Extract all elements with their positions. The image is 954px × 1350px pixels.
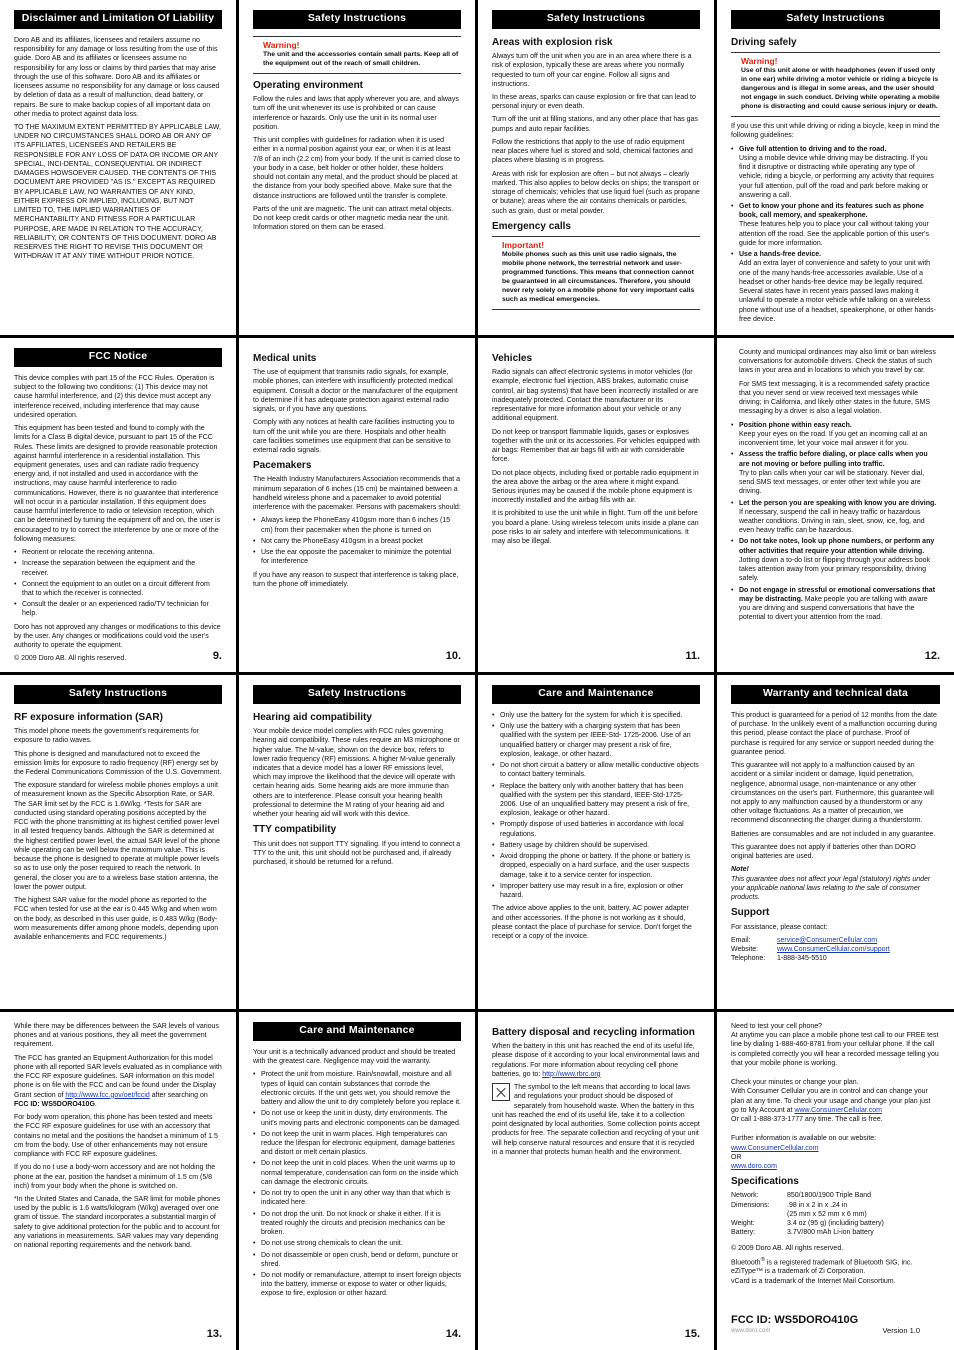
paragraph: The highest SAR value for the model phone as reported to the FCC when tested for use at the ear is 0.445 W/kg and when worn on the body, as described in this user guide, is 0.483 W/kg (Body-worn measurements differ among phone models, depending upon available enhancements and FCC requirements.) <box>14 897 219 941</box>
paragraph: *In the United States and Canada, the SAR limit for mobile phones used by the public is 1.6 watts/kilogram (W/kg) averaged over one gram of tissue. The standard incorporates a substantial margin of safety to give additional protection for the public and to account for any variations in measurements. SAR values may vary depending on national reporting requirements and the network band. <box>14 1195 221 1250</box>
spec-row: Network: 850/1800/1900 Triple Band <box>731 1192 872 1200</box>
warning-box <box>253 36 461 74</box>
list-item: • Get to know your phone and its features such as phone book, call memory, and speakerphone. These features help you to place your call without taking your attention off the road. See the applicable portion of this user's guide for more information. <box>731 202 940 248</box>
paragraph: This product is guaranteed for a period of 12 months from the date of purchase. In the unlikely event of a malfunction occurring during this period, please contact the place of purchase. Proof of purchase is required for any service or support needed during the guarantee period. <box>731 711 937 756</box>
note-text: This guarantee does not affect your legal (statutory) rights under your applicable national laws relating to the sale of consumer products. <box>731 875 931 902</box>
paragraph: This model phone meets the government's requirements for exposure to radio waves. <box>14 728 199 745</box>
list-item: • Not carry the PhoneEasy 410gsm in a breast pocket <box>253 537 461 546</box>
email-link[interactable]: service@ConsumerCellular.com <box>777 936 878 944</box>
website-link[interactable]: www.ConsumerCellular.com/support <box>777 945 890 953</box>
paragraph: The advice above applies to the unit, battery, AC power adapter and other accessories. If the phone is not working as it should, please contact the place of purchase for service. Don't forget the receipt or a copy of the invoice. <box>492 905 692 941</box>
trademark: Bluetooth® is a registered trademark of Bluetooth SIG, inc. <box>731 1256 913 1267</box>
paragraph: The Health Industry Manufacturers Association recommends that a minimum separation of 6 inches (15 cm) be maintained between a handheld wireless phone and a pacemaker to avoid potential interference with the pacemaker. Persons with pacemakers should: <box>253 476 461 512</box>
list-item: • Do not modify or remanufacture, attempt to insert foreign objects into the battery, immerse or expose to water or other liquids, expose to fire, explosion or other hazard. <box>253 1271 461 1299</box>
panel-safety-explosion <box>478 0 714 335</box>
website-link-2[interactable]: www.doro.com <box>731 1163 777 1171</box>
list-item: • Battery usage by children should be supervised. <box>492 841 700 850</box>
warning-text: The unit and the accessories contain small parts. Keep all of the equipment out of the reach of small children. <box>263 51 459 68</box>
paragraph: Check your minutes or change your plan. <box>731 1079 859 1087</box>
heading: TTY compatibility <box>253 824 337 836</box>
paragraph: If you have any reason to suspect that interference is taking place, turn the phone off immediately. <box>253 571 459 588</box>
list-item: • Connect the equipment to an outlet on a circuit different from that to which the receiver is connected. <box>14 580 222 598</box>
bullet-list <box>731 421 940 623</box>
brand-url: www.doro.com <box>731 1328 771 1335</box>
section-title: Disclaimer and Limitation Of Liability <box>14 10 222 29</box>
page-number: 9. <box>212 650 222 663</box>
paragraph: Your unit is a technically advanced product and should be treated with the greatest care. Negligence may void the warranty. <box>253 1048 456 1066</box>
section-title: Safety Instructions <box>253 10 461 29</box>
paragraph: This device complies with part 15 of the FCC Rules. Operation is subject to the following two conditions: (1) This device may not cause harmful interference, and (2) this device must accept any interference received, including interference that may cause undesired operation. <box>14 374 215 419</box>
list-item: • Use a hands-free device. Add an extra layer of convenience and safety to your unit with one of the many hands-free accessories available. Use of a headset or other hands-free device may be legally required. Several states have in recent years passed laws making it unlawful to operate a motor vehicle while talking on a wireless phone without use of a headset, speakerphone, or other hands-free device. <box>731 250 940 324</box>
panel-test-specs <box>717 1012 954 1350</box>
heading: Pacemakers <box>253 460 312 472</box>
trademark: eZiType™ is a trademark of Zi Corporation. <box>731 1268 866 1276</box>
spec-table <box>731 1191 940 1237</box>
spec-row: Battery: 3.7V/800 mAh Li-ion battery <box>731 1229 874 1237</box>
paragraph: With Consumer Cellular you are in control and can change your plan at any time. To check your usage and change your plan just go to My Account at www.ConsumerCellular.com <box>731 1088 931 1114</box>
heading: Battery disposal and recycling information <box>492 1027 695 1038</box>
list-item: • Do not use strong chemicals to clean the unit. <box>253 1239 461 1248</box>
paragraph: TO THE MAXIMUM EXTENT PERMITTED BY APPLICABLE LAW, UNDER NO CIRCUMSTANCES SHALL DORO AB OR ANY OF ITS AFFILIATES, LICENSEES AND RETAILERS BE RESPONSIBLE FOR ANY LOSS OF DATA OR INCOME OR ANY SPECIAL, INCI-DENTAL, CONSEQUENTIAL OR INDIRECT DAMAGES HOWSOEVER CAUSED. THE CONTENTS OF THIS DOCUMENT ARE PROVIDED "AS IS." EXCEPT AS REQUIRED BY APPLICABLE LAW, NO WARRANTIES OF ANY KIND, EITHER EXPRESS OR IMPLIED, INCLUDING, BUT NOT LIMITED TO, THE IMPLIED WARRANTIES OF MERCHANTABILITY AND FITNESS FOR A PARTICULAR PURPOSE, ARE MADE IN RELATION TO THE ACCURACY, RELIABILITY, OR CONTENTS OF THIS DOCUMENT. DORO AB RESERVES THE RIGHT TO REVISE THIS DOCUMENT OR WITHDRAW IT AT ANY TIME WITHOUT PRIOR NOTICE. <box>14 123 221 261</box>
list-item: • Do not try to open the unit in any other way than that which is indicated here. <box>253 1189 461 1207</box>
list-item: • Protect the unit from moisture. Rain/snowfall, moisture and all types of liquid can contain substances that corrode the electronic circuits. If the unit gets wet, you should remove the battery and allow the unit to dry completely before you replace it. <box>253 1070 461 1107</box>
heading: Emergency calls <box>492 220 571 232</box>
paragraph: This guarantee does not apply if batteries other than DORO original batteries are used. <box>731 843 916 861</box>
paragraph: If you do no t use a body-worn accessory and are not holding the phone at the ear, position the handset a minimum of 1.5 cm (5/8 inch) from your body when the phone is switched on. <box>14 1164 216 1190</box>
list-item: • Let the person you are speaking with know you are driving. If necessary, suspend the call in heavy traffic or hazardous weather conditions. Driving in rain, sleet, snow, ice, fog, and even heavy traffic can be hazardous. <box>731 499 940 536</box>
paragraph: At anytime you can place a mobile phone test call to our FREE test line by dialing 1-888-460-8781 from your cellular phone. If the call is completed correctly you will hear a recorded message telling you that your mobile phone is working. <box>731 1032 939 1067</box>
list-item: • Do not take notes, look up phone numbers, or perform any other activities that require your attention while driving. Jotting down a to-do list or flipping through your address book takes attention away from your primary responsibility, driving safely. <box>731 537 940 583</box>
important-text: Mobile phones such as this unit use radio signals, the mobile phone network, the terrestrial network and user-programmed functions. This means that connection cannot be guaranteed in all circumstances. Therefore, you should never rely solely on a mobile phone for very important calls such as medical emergencies. <box>502 251 695 304</box>
spec-row: (25 mm x 52 mm x 6 mm) <box>787 1210 867 1218</box>
heading: Medical units <box>253 353 317 364</box>
warning-label: Warning! <box>263 39 300 50</box>
bullet-list <box>731 145 940 324</box>
section-title: Care and Maintenance <box>253 1022 461 1041</box>
list-item: • Do not drop the unit. Do not knock or shake it either. If it is treated roughly the circuits and precision mechanics can be broken. <box>253 1210 461 1238</box>
list-item: • Give full attention to driving and to the road. Using a mobile device while driving may be distracting. If you find it disruptive or distracting while operating any type of vehicle, riding a bicycle, or performing any activity that requires your full attention, pull off the road and park before making or answering a call. <box>731 145 940 200</box>
panel-sar-continued <box>0 1012 236 1350</box>
paragraph: This guarantee will not apply to a malfunction caused by an accident or a similar incident or damage, liquid penetration, negligence, abnormal usage, non-maintenance or any other circumstances on the user's part. Furthermore, this guarantee will not apply to any malfunction caused by a thunderstorm or any other voltage fluctuations. As a matter of precaution, we recommend disconnecting the charger during a thunderstorm. <box>731 762 934 825</box>
paragraph: The symbol to the left means that according to local laws and regulations your product should be disposed of separately from household waste. When the battery in this unit has reached the end of its useful life, take it to a collection point designated by local authorities. Some collection points accept products for free. The separate collection and recycling of your unit will help conserve natural resources and ensure that it is recycled in a manner that protects human health and the environment. <box>492 1084 700 1156</box>
panel-vehicles <box>478 338 714 672</box>
rbrc-link[interactable]: http://www.rbrc.org <box>542 1070 601 1078</box>
paragraph: This phone is designed and manufactured not to exceed the emission limits for exposure to radio frequency (RF) energy set by the Federal Communications Commission of the U.S. Government. <box>14 750 222 776</box>
paragraph: Comply with any notices at health care facilities instructing you to turn off the unit while you are there. Hospitals and other health care facilities sometimes use equipment that can be sensitive to external radio signals. <box>253 419 455 455</box>
paragraph: The FCC has granted an Equipment Authorization for this model phone with all reported SAR levels evaluated as in compliance with the FCC RF exposure guidelines. SAR information on this model phone is on file with the FCC and can be found under the Display Grant section of http://www.fcc.gov/oet/fccid after searching on FCC ID: WS5DORO410G. <box>14 1054 222 1108</box>
panel-safety-driving <box>717 0 954 335</box>
section-title: Safety Instructions <box>253 685 461 704</box>
paragraph: Turn off the unit at filling stations, and any other place that has gas pumps and auto repair facilities. <box>492 116 698 133</box>
paragraph: Follow the restrictions that apply to the use of radio equipment near places where fuel is stored and sold, chemical factories and places where blasting is in progress. <box>492 138 693 165</box>
paragraph: Batteries are consumables and are not included in any guarantee. <box>731 830 936 838</box>
panel-hearing-aid <box>239 675 475 1009</box>
contact-row: Email: service@ConsumerCellular.com <box>731 936 878 944</box>
paragraph: Do not keep or transport flammable liquids, gases or explosives together with the unit or its accessories. For vehicles equipped with air bags: Remember that air bags fill with air with considerable force. <box>492 428 700 464</box>
paragraph: For body worn operation, this phone has been tested and meets the FCC RF exposure guidelines for use with an accessory that contains no metal and the positions the handset a minimum of 1.5 cm from the body. Use of other enhancements may not ensure compliance with FCC RF exposure guidelines. <box>14 1114 218 1159</box>
panel-disclaimer <box>0 0 236 335</box>
paragraph: Need to test your cell phone? <box>731 1023 823 1030</box>
page-number: 14. <box>445 1328 461 1341</box>
list-item: • Do not keep the unit in cold places. When the unit warms up to normal temperature, condensation can form on the inside which can damage the electronic circuits. <box>253 1159 461 1187</box>
panel-rf-exposure <box>0 675 236 1009</box>
list-item: • Do not keep the unit in warm places. High temperatures can reduce the lifespan for electronic equipment, damage batteries and distort or melt certain plastics. <box>253 1130 461 1158</box>
paragraph: Do not place objects, including fixed or portable radio equipment in the area above the airbag or the area where it might expand. Serious injuries may be caused if the mobile phone equipment is incorrectly installed and the airbag fills with air. <box>492 469 699 505</box>
account-link[interactable]: www.ConsumerCellular.com <box>794 1106 882 1114</box>
trademark: vCard is a trademark of the Internet Mail Consortium. <box>731 1277 896 1285</box>
paragraph: For SMS text messaging, it is a recommended safety practice that you never send or view received text messages while driving; in California, and likely other states in the future, SMS messaging by a driver is also a legal violation. <box>739 380 931 416</box>
list-item: • Assess the traffic before dialing, or place calls when you are not moving or before pulling into traffic. Try to plan calls when your car will be stationary. Never dial, send SMS text messages, or enter other text while you are driving. <box>731 450 940 496</box>
telephone: 1-888-345-5510 <box>777 955 827 963</box>
paragraph: It is prohibited to use the unit while in flight. Turn off the unit before you board a plane. Using wireless telecom units inside a plane can pose risks to air safety and interfere with telecommunications. It may also be illegal. <box>492 510 699 546</box>
version: Version 1.0 <box>882 1326 920 1336</box>
panel-warranty <box>717 675 954 1009</box>
paragraph: This unit complies with guidelines for radiation when it is used either in a normal position against your ear, or when it is at least 7/8 of an inch (2.2 cm) from your body. If the unit is carried close to your body in a case, belt holder or other holder, these holders should not contain any metal, and the product should be placed at the distance from your body specified above. Make sure that the distance instructions are followed until the transfer is complete. <box>253 137 460 200</box>
list-item: • Improper battery use may result in a fire, explosion or other hazard. <box>492 882 700 900</box>
spec-row: Dimensions: .98 in x 2 in x .24 in <box>731 1201 848 1209</box>
or-text: OR <box>731 1153 742 1161</box>
panel-safety-operating <box>239 0 475 335</box>
contact-row: Telephone: 1-888-345-5510 <box>731 955 827 963</box>
copyright: © 2009 Doro AB. All rights reserved. <box>14 655 127 663</box>
paragraph: Radio signals can affect electronic systems in motor vehicles (for example, electronic fuel injection, ABS brakes, automatic cruise control, air bag systems) that have been incorrectly installed or are inadequately protected. Contact the manufacturer or its representative for more information about your vehicle or any additional equipment. <box>492 369 699 423</box>
list-item: • Only use the battery for the system for which it is specified. <box>492 711 700 720</box>
panel-battery-disposal <box>478 1012 714 1350</box>
list-item: • Reorient or relocate the receiving antenna. <box>14 548 222 557</box>
heading: Support <box>731 907 770 919</box>
heading: Specifications <box>731 1176 799 1188</box>
warning-text: Use of this unit alone or with headphones (even if used only in one ear) while driving a motor vehicle or riding a bicycle is dangerous and is illegal in some areas, and the user should not engage in such conduct. Driving while operating a mobile phone is distracting and could cause serious injury or death. <box>741 67 940 111</box>
spec-row: Weight: 3.4 oz (95 g) (including battery) <box>731 1220 884 1228</box>
section-title: Safety Instructions <box>14 685 222 704</box>
fcc-id: FCC ID: WS5DORO410G <box>731 1314 859 1327</box>
list-item: • Increase the separation between the equipment and the receiver. <box>14 559 222 577</box>
page-number: 13. <box>206 1328 222 1341</box>
paragraph: This unit does not support TTY signaling. If you intend to connect a TTY to the unit, this unit should not be purchased and, if already purchased, it should be returned for a refund. <box>253 840 461 867</box>
paragraph: Follow the rules and laws that apply wherever you are, and always turn off the unit whenever its use is prohibited or can cause interference or hazards. Only use the unit in its normal user position. <box>253 96 459 131</box>
list-item: • Do not short circuit a battery or allow metallic conductive objects to contact battery terminals. <box>492 761 700 779</box>
fcc-link[interactable]: http://www.fcc.gov/oet/fccid <box>65 1091 150 1099</box>
section-title: Safety Instructions <box>492 10 700 29</box>
panel-driving-continued <box>717 338 954 672</box>
bullet-list <box>253 1070 461 1298</box>
list-item: • Do not disassemble or open crush, bend or deform, puncture or shred. <box>253 1251 461 1269</box>
important-label: Important! <box>502 239 545 250</box>
important-box <box>492 236 700 310</box>
section-title: FCC Notice <box>14 348 222 367</box>
paragraph: Areas with risk for explosion are often – but not always – clearly marked. This also applies to below decks on ships; the transport or storage of chemicals; vehicles that use liquid fuel (such as propane or butane); areas where the air contains chemicals or particles, such as grain, dust or metal powder. <box>492 170 700 215</box>
warning-label: Warning! <box>741 56 778 67</box>
copyright: © 2009 Doro AB. All rights reserved. <box>731 1244 844 1252</box>
paragraph: When the battery in this unit has reached the end of its useful life, please dispose of it according to your local environmental laws and regulations. For more information about recycling cell phone batteries, go to: http://www.rbrc.org <box>492 1043 700 1078</box>
panel-fcc-notice <box>0 338 236 672</box>
list-item: • Do not use or keep the unit in dusty, dirty environments. The unit's moving parts and electronic components can be damaged. <box>253 1109 461 1127</box>
section-title: Care and Maintenance <box>492 685 700 704</box>
heading: RF exposure information (SAR) <box>14 711 163 723</box>
paragraph: Always turn off the unit when you are in an area where there is a risk of explosion, typically these are areas where you normally requested to turn off your car engine. Follow all signs and instructions. <box>492 53 692 88</box>
paragraph: The use of equipment that transmits radio signals, for example, mobile phones, can interfere with insufficiently protected medical equipment. Consult a doctor or the manufacturer of the equipment to determine if it has adequate protection against external radio signals, or if you have any questions. <box>253 369 458 414</box>
contact-row: Website: www.ConsumerCellular.com/support <box>731 945 890 953</box>
page-number: 10. <box>445 650 461 663</box>
paragraph: County and municipal ordinances may also limit or ban wireless conversations for automobile drivers. Check the status of such laws in your area and in locations to which you travel by car. <box>739 349 936 375</box>
list-item: • Avoid dropping the phone or battery. If the phone or battery is dropped, especially on a hard surface, and the user suspects damage, take it to a service center for inspection. <box>492 852 700 880</box>
paragraph: Doro has not approved any changes or modifications to this device by the user. Any changes or modifications could void the user's authority to operate the equipment. <box>14 623 221 650</box>
warning-box <box>731 52 940 117</box>
page-number: 15. <box>684 1328 700 1341</box>
list-item: • Consult the dealer or an experienced radio/TV technician for help. <box>14 600 222 618</box>
website-link-1[interactable]: www.ConsumerCellular.com <box>731 1144 819 1152</box>
paragraph: In these areas, sparks can cause explosion or fire that can lead to personal injury or even death. <box>492 93 696 111</box>
paragraph: Or call 1-888-373-1777 any time. The call is free. <box>731 1116 883 1124</box>
paragraph: If you use this unit while driving or riding a bicycle, keep in mind the following guidelines: <box>731 123 940 140</box>
page-number: 11. <box>685 650 700 663</box>
section-title: Warranty and technical data <box>731 685 940 704</box>
panel-care-battery <box>478 675 714 1009</box>
heading: Hearing aid compatibility <box>253 711 372 723</box>
paragraph: While there may be differences between the SAR levels of various phones and at various positions, they all meet the government requirement. <box>14 1023 219 1049</box>
heading: Areas with explosion risk <box>492 36 613 48</box>
list-item: • Do not engage in stressful or emotional conversations that may be distracting. Make people you are talking with aware you are driving and suspend conversations that have the potential to divert your attention from the road. <box>731 586 940 623</box>
list-item: • Always keep the PhoneEasy 410gsm more than 6 inches (15 cm) from their pacemaker when the phone is turned on <box>253 516 461 534</box>
panel-care-unit <box>239 1012 475 1350</box>
heading: Operating environment <box>253 80 364 92</box>
section-title: Safety Instructions <box>731 10 940 29</box>
panel-medical <box>239 338 475 672</box>
paragraph: Doro AB and its affiliates, licensees and retailers assume no responsibility for any damage or loss resulting from the use of this guide. Doro AB and its affiliates or licensees assume no responsibility for any loss or claims by third parties that may arise through the use of this software. Doro AB and its affiliates or licensees assume no responsibility for any damage or loss caused by deletion of data as a result of malfunction, dead battery, or repairs. Be sure to make backup copies of all important data on other media to protect against data loss. <box>14 36 220 118</box>
paragraph: This equipment has been tested and found to comply with the limits for a Class B digital device, pursuant to part 15 of the FCC Rules. These limits are designed to provide reasonable protection against harmful interference in a residential installation. This equipment generates, uses and can radiate radio frequency energy and, if not installed and used in accordance with the instructions, may cause harmful interference to radio communications. However, there is no guarantee that interference will not occur in a particular installation. If this equipment does cause harmful interference to radio or television reception, which can be determined by turning the equipment off and on, the user is encouraged to try to correct the interference by one or more of the following measures: <box>14 425 221 543</box>
crossed-bin-icon <box>492 1083 510 1101</box>
paragraph: Your mobile device model complies with FCC rules governing hearing aid compatibility. These rules require an M3 microphone or higher value. The M-value, shown on the device box, refers to lower radio frequency (RF) emissions. A higher M-value generally indicates that a device model has a lower RF emissions level, which may improve the likelihood that the device will operate with certain hearing aids. Some hearing aids are more immune than others are to interference. Please consult your hearing health professional to determine the M rating of your hearing aid and whether your hearing aid will work with this device. <box>253 728 460 819</box>
paragraph: For assistance, please contact: <box>731 923 828 931</box>
page-number: 12. <box>924 650 940 663</box>
list-item: • Replace the battery only with another battery that has been qualified with the system per this standard, IEEE-Std-1725-2006. Use of an unqualified battery may present a risk of fire, explosion, leakage or other hazard. <box>492 782 700 819</box>
note-label: Note! <box>731 866 749 874</box>
list-item: • Use the ear opposite the pacemaker to minimize the potential for interference <box>253 548 461 566</box>
list-item: • Position phone within easy reach. Keep your eyes on the road. If you get an incoming call at an inconvenient time, let your voice mail answer it for you. <box>731 421 940 449</box>
heading: Driving safely <box>731 36 797 48</box>
paragraph: The exposure standard for wireless mobile phones employs a unit of measurement known as the Specific Absorption Rate, or SAR. The SAR limit set by the FCC is 1.6W/kg. *Tests for SAR are conducted using standard operating positions accepted by the FCC with the phone transmitting at its highest certified power level in all tested frequency bands. Although the SAR is determined at the highest certified power level, the actual SAR level of the phone while operating can be well below the maximum value. This is because the phone is designed to operate at multiple power levels so as to use only the poser required to reach the network. In general, the closer you are to a wireless base station antenna, the lower the power output. <box>14 782 220 891</box>
bullet-list <box>253 516 461 566</box>
bullet-list <box>492 711 700 900</box>
paragraph: Further information is available on our website: <box>731 1135 877 1143</box>
heading: Vehicles <box>492 353 533 364</box>
bullet-list <box>14 548 222 619</box>
paragraph: Parts of the unit are magnetic. The unit can attract metal objects. Do not keep credit cards or other magnetic media near the unit. Information stored on them can be erased. <box>253 205 454 232</box>
list-item: • Promptly dispose of used batteries in accordance with local regulations. <box>492 820 700 838</box>
list-item: • Only use the battery with a charging system that has been qualified with the system per IEEE-Std- 1725-2006. Use of an unqualified battery or charger may present a risk of fire, explosion, leakage, or other hazard. <box>492 722 700 759</box>
